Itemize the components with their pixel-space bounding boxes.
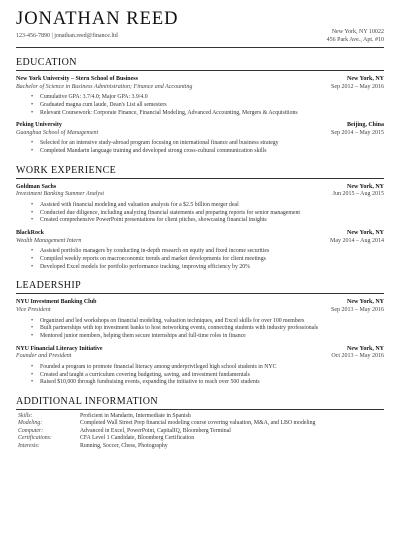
entry-date: Oct 2013 – May 2016: [331, 353, 384, 360]
entry-role: Vice President: [16, 307, 51, 314]
bullet-list: [16, 248, 384, 271]
header-divider: [16, 47, 384, 48]
additional-key: Certifications:: [18, 435, 52, 442]
section-title: EDUCATION: [16, 57, 77, 68]
bullet-item: • Selected for an intensive study-abroad program focusing on international finance and business strategy: [40, 140, 384, 148]
additional-value: Advanced in Excel, PowerPoint, CapitalIQ, Bloomberg Terminal: [80, 427, 231, 434]
bullet-item: • Mentored junior members, helping them secure internships and full-time roles in finance: [40, 333, 384, 341]
entry-role: Investment Banking Summer Analyst: [16, 191, 105, 198]
entry-org: NYU Financial Literacy Initiative: [16, 345, 103, 352]
additional-value: Running, Soccer, Chess, Photography: [80, 442, 168, 449]
education-section: [16, 57, 384, 156]
bullet-item: • Founded a program to promote financial literacy among underprivileged high school students in NYC: [40, 364, 384, 372]
entry-date: Jun 2015 – Aug 2015: [332, 191, 384, 198]
additional-row: [16, 428, 384, 435]
entry-org: New York University – Stern School of Business: [16, 76, 138, 82]
bullet-item: • Created comprehensive PowerPoint presentations for client pitches, showcasing financial insights: [40, 217, 384, 225]
section-title: WORK EXPERIENCE: [16, 164, 117, 176]
entry-location: New York, NY: [347, 299, 384, 306]
entry-location: New York, NY: [347, 230, 384, 237]
bullet-item: • Relevant Coursework: Corporate Finance, Financial Modeling, Advanced Accounting, Mergers & Acquisitions: [40, 110, 384, 118]
leadership-entry: [16, 346, 384, 387]
address-block: [327, 28, 384, 44]
entry-org: NYU Investment Banking Club: [16, 299, 97, 306]
additional-row: [16, 420, 384, 427]
bullet-item: • Assisted portfolio managers by conducting in-depth research on equity and fixed income securities: [40, 248, 384, 256]
bullet-item: • Raised $10,000 through fundraising events, expanding the initiative to reach over 500 students: [40, 379, 384, 387]
section-title: LEADERSHIP: [16, 280, 82, 292]
work-section: [16, 165, 384, 272]
leadership-section: [16, 280, 384, 387]
section-divider: [16, 409, 384, 410]
leadership-entry: [16, 299, 384, 340]
entry-org: BlackRock: [16, 230, 45, 237]
entry-location: New York, NY: [347, 183, 384, 190]
bullet-item: • Organized and led workshops on financial modeling, valuation techniques, and Excel skills for over 100 members: [40, 318, 384, 326]
bullet-item: • Developed Excel models for portfolio performance tracking, improving efficiency by 20%: [40, 264, 384, 272]
bullet-item: • Assisted with financial modeling and valuation analysis for a $2.5 billion merger deal: [40, 202, 384, 210]
bullet-item: • Created and taught a curriculum covering budgeting, saving, and investment fundamentals: [40, 372, 384, 380]
entry-location: New York, NY: [347, 345, 384, 352]
bullet-list: [16, 202, 384, 225]
section-divider: [16, 70, 384, 71]
additional-section: [16, 396, 384, 450]
work-entry: [16, 230, 384, 271]
address-line-2: 456 Park Ave., Apt. #10: [326, 37, 384, 43]
bullet-list: [16, 318, 384, 341]
education-entry: [16, 122, 384, 156]
bullet-item: • Cumulative GPA: 3.7/4.0; Major GPA: 3.9/4.0: [40, 94, 384, 102]
header-left: [16, 6, 179, 39]
entry-org: Goldman Sachs: [16, 183, 57, 190]
entry-date: Sep 2012 – May 2016: [331, 83, 384, 90]
section-divider: [16, 178, 384, 179]
entry-location: New York, NY: [347, 76, 384, 82]
bullet-item: • Built partnerships with top investment banks to host networking events, connecting students with industry professionals: [40, 325, 384, 333]
entry-role: Guanghua School of Management: [16, 129, 99, 136]
work-entry: [16, 184, 384, 225]
additional-row: [16, 435, 384, 442]
entry-role: Founder and President: [16, 353, 72, 360]
additional-value: Proficient in Mandarin, Intermediate in Spanish: [80, 413, 191, 420]
additional-value: CFA Level 1 Candidate, Bloomberg Certification: [80, 435, 195, 442]
bullet-item: • Completed Mandarin language training and developed strong cross-cultural communication skills: [40, 148, 384, 156]
contact-line: 123-456-7890 | jonathan.reed@finance.ltd: [16, 33, 118, 39]
entry-date: Sep 2014 – May 2015: [331, 129, 384, 136]
additional-list: [16, 413, 384, 450]
bullet-list: [16, 140, 384, 155]
education-entry: [16, 76, 384, 117]
entry-date: May 2014 – Aug 2014: [330, 237, 384, 244]
address-line-1: New York, NY 10022: [331, 29, 384, 35]
entry-org: Peking University: [16, 122, 62, 129]
bullet-item: • Graduated magna cum laude, Dean's List all semesters: [40, 102, 384, 110]
entry-role: Wealth Management Intern: [16, 237, 82, 244]
additional-value: Completed Wall Street Prep financial modeling course covering valuation, M&A, and LBO modeling: [80, 420, 316, 427]
bullet-list: [16, 94, 384, 117]
candidate-name: JONATHAN REED: [16, 9, 179, 29]
bullet-list: [16, 364, 384, 387]
entry-role: Bachelor of Science in Business Administration; Finance and Accounting: [16, 83, 193, 90]
additional-key: Computer:: [18, 427, 44, 434]
section-divider: [16, 293, 384, 294]
additional-key: Interests:: [18, 442, 40, 449]
additional-row: [16, 443, 384, 450]
section-title: ADDITIONAL INFORMATION: [16, 396, 159, 408]
additional-key: Modeling:: [18, 420, 43, 427]
entry-date: Sep 2013 – May 2016: [331, 307, 384, 314]
resume-header: [16, 6, 384, 44]
entry-location: Beijing, China: [346, 122, 384, 129]
bullet-item: • Compiled weekly reports on macroeconomic trends and market developments for client meetings: [40, 256, 384, 264]
additional-key: Skills:: [18, 413, 33, 420]
bullet-item: • Conducted due diligence, including analyzing financial statements and preparing reports for senior management: [40, 210, 384, 218]
